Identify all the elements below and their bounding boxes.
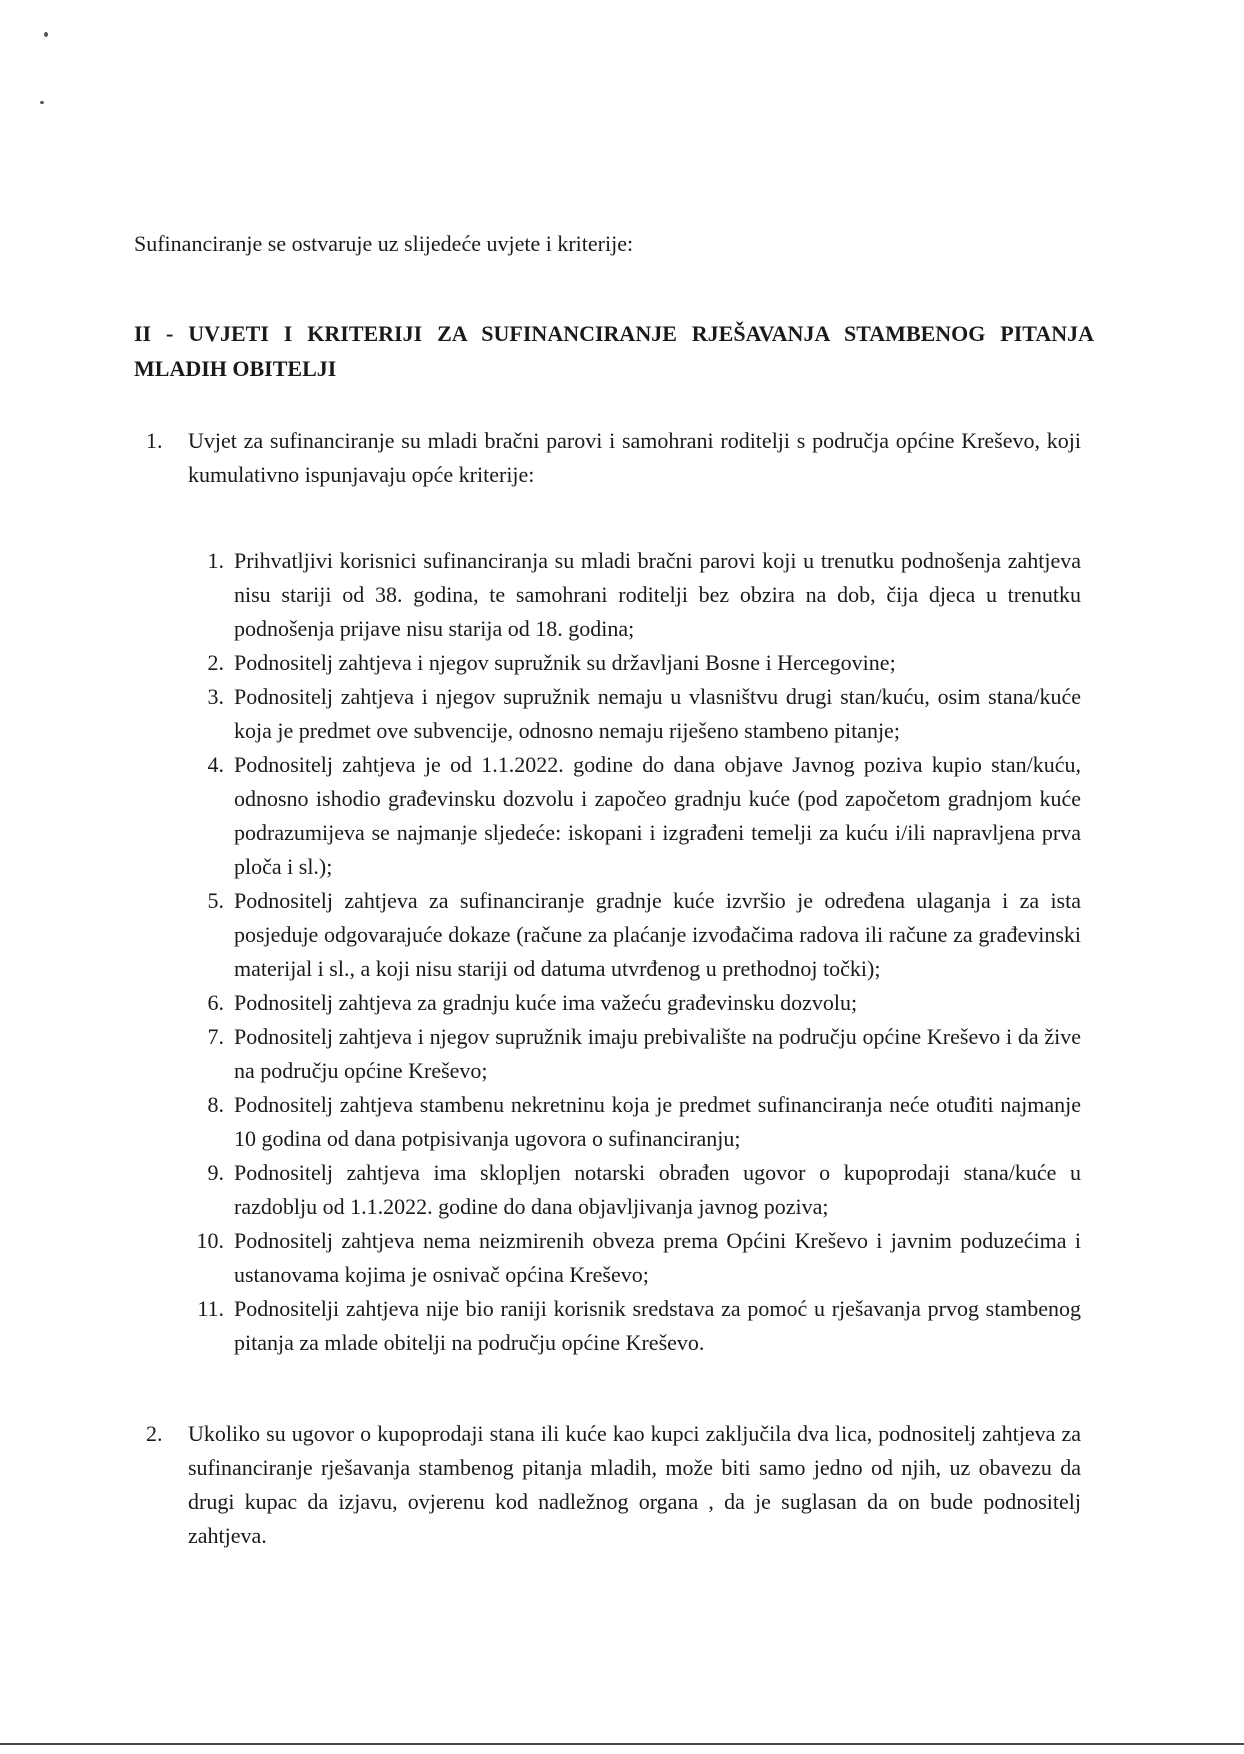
sub-item-number: 7.	[207, 1024, 224, 1049]
sub-item	[134, 1020, 1081, 1088]
sub-item	[134, 986, 1081, 1020]
sub-item-number: 2.	[207, 650, 224, 675]
criteria-list	[134, 424, 1081, 1553]
sub-item-number: 5.	[207, 888, 224, 913]
sub-item-text: Podnositelj zahtjeva stambenu nekretninu koja je predmet sufinanciranja neće otuđiti najmanje 10 godina od dana potpisivanja ugovora o sufinanciranju;	[234, 1092, 1081, 1151]
general-criteria-list	[134, 544, 1081, 1360]
sub-item-number: 4.	[207, 752, 224, 777]
sub-item	[134, 1088, 1081, 1156]
sub-item-number: 9.	[207, 1160, 224, 1185]
sub-item-number: 1.	[207, 548, 224, 573]
sub-item-number: 10.	[196, 1228, 224, 1253]
scan-speck	[44, 32, 48, 37]
sub-item-text: Podnositelj zahtjeva nema neizmirenih obveza prema Općini Kreševo i javnim poduzećima i ustanovama kojima je osnivač općina Kreševo;	[234, 1228, 1081, 1287]
sub-item-text: Podnositelji zahtjeva nije bio raniji korisnik sredstava za pomoć u rješavanja prvog stambenog pitanja za mlade obitelji na području općine Kreševo.	[234, 1296, 1081, 1355]
scan-edge-line	[0, 1743, 1244, 1745]
sub-item-text: Podnositelj zahtjeva i njegov supružnik nemaju u vlasništvu drugi stan/kuću, osim stana/kuće koja je predmet ove subvencije, odnosno nemaju riješeno stambeno pitanje;	[234, 684, 1081, 743]
sub-item-text: Podnositelj zahtjeva i njegov supružnik su državljani Bosne i Hercegovine;	[234, 650, 896, 675]
criteria-item-2	[134, 1417, 1081, 1553]
sub-item	[134, 1156, 1081, 1224]
sub-item-number: 8.	[207, 1092, 224, 1117]
sub-item	[134, 1292, 1081, 1360]
intro-text: Sufinanciranje se ostvaruje uz slijedeće uvjete i kriterije:	[134, 231, 634, 256]
sub-item-number: 11.	[197, 1296, 224, 1321]
scan-speck	[40, 101, 44, 104]
sub-item-number: 6.	[207, 990, 224, 1015]
sub-item	[134, 1224, 1081, 1292]
sub-item-text: Podnositelj zahtjeva za gradnju kuće ima važeću građevinsku dozvolu;	[234, 990, 858, 1015]
sub-item	[134, 680, 1081, 748]
sub-item	[134, 646, 1081, 680]
sub-item	[134, 884, 1081, 986]
sub-item-text: Podnositelj zahtjeva za sufinanciranje gradnje kuće izvršio je određena ulaganja i za ista posjeduje odgovarajuće dokaze (račune za plaćanje izvođačima radova ili račune za građevinski materijal i sl., a koji nisu stariji od datuma utvrđenog u prethodnoj točki);	[234, 888, 1081, 981]
item-number: 2.	[146, 1421, 163, 1446]
item-text: Ukoliko su ugovor o kupoprodaji stana ili kuće kao kupci zaključila dva lica, podnositelj zahtjeva za sufinanciranje rješavanja stambenog pitanja mladih, može biti samo jedno od njih, uz obavezu da drugi kupac da izjavu, ovjerenu kod nadležnog organa , da je suglasan da on bude podnositelj zahtjeva.	[188, 1421, 1081, 1548]
sub-item-text: Podnositelj zahtjeva ima sklopljen notarski obrađen ugovor o kupoprodaji stana/kuće u razdoblju od 1.1.2022. godine do dana objavljivanja javnog poziva;	[234, 1160, 1081, 1219]
criteria-item-1	[134, 424, 1081, 1360]
sub-item-number: 3.	[207, 684, 224, 709]
sub-item	[134, 748, 1081, 884]
sub-item-text: Podnositelj zahtjeva i njegov supružnik imaju prebivalište na području općine Kreševo i da žive na području općine Kreševo;	[234, 1024, 1081, 1083]
sub-item-text: Podnositelj zahtjeva je od 1.1.2022. godine do dana objave Javnog poziva kupio stan/kuću, odnosno ishodio građevinsku dozvolu i započeo gradnju kuće (pod započetom gradnjom kuće podrazumijeva se najmanje sljedeće: iskopani i izgrađeni temelji za kuću i/ili napravljena prva ploča i sl.);	[234, 752, 1081, 879]
sub-item	[134, 544, 1081, 646]
item-number: 1.	[146, 428, 163, 453]
section-heading: II - UVJETI I KRITERIJI ZA SUFINANCIRANJE RJEŠAVANJA STAMBENOG PITANJA MLADIH OBITELJI	[134, 321, 1094, 381]
sub-item-text: Prihvatljivi korisnici sufinanciranja su mladi bračni parovi koji u trenutku podnošenja zahtjeva nisu stariji od 38. godina, te samohrani roditelji bez obzira na dob, čija djeca u trenutku podnošenja prijave nisu starija od 18. godina;	[234, 548, 1081, 641]
item-text: Uvjet za sufinanciranje su mladi bračni parovi i samohrani roditelji s područja općine Kreševo, koji kumulativno ispunjavaju opće kriterije:	[188, 428, 1081, 487]
